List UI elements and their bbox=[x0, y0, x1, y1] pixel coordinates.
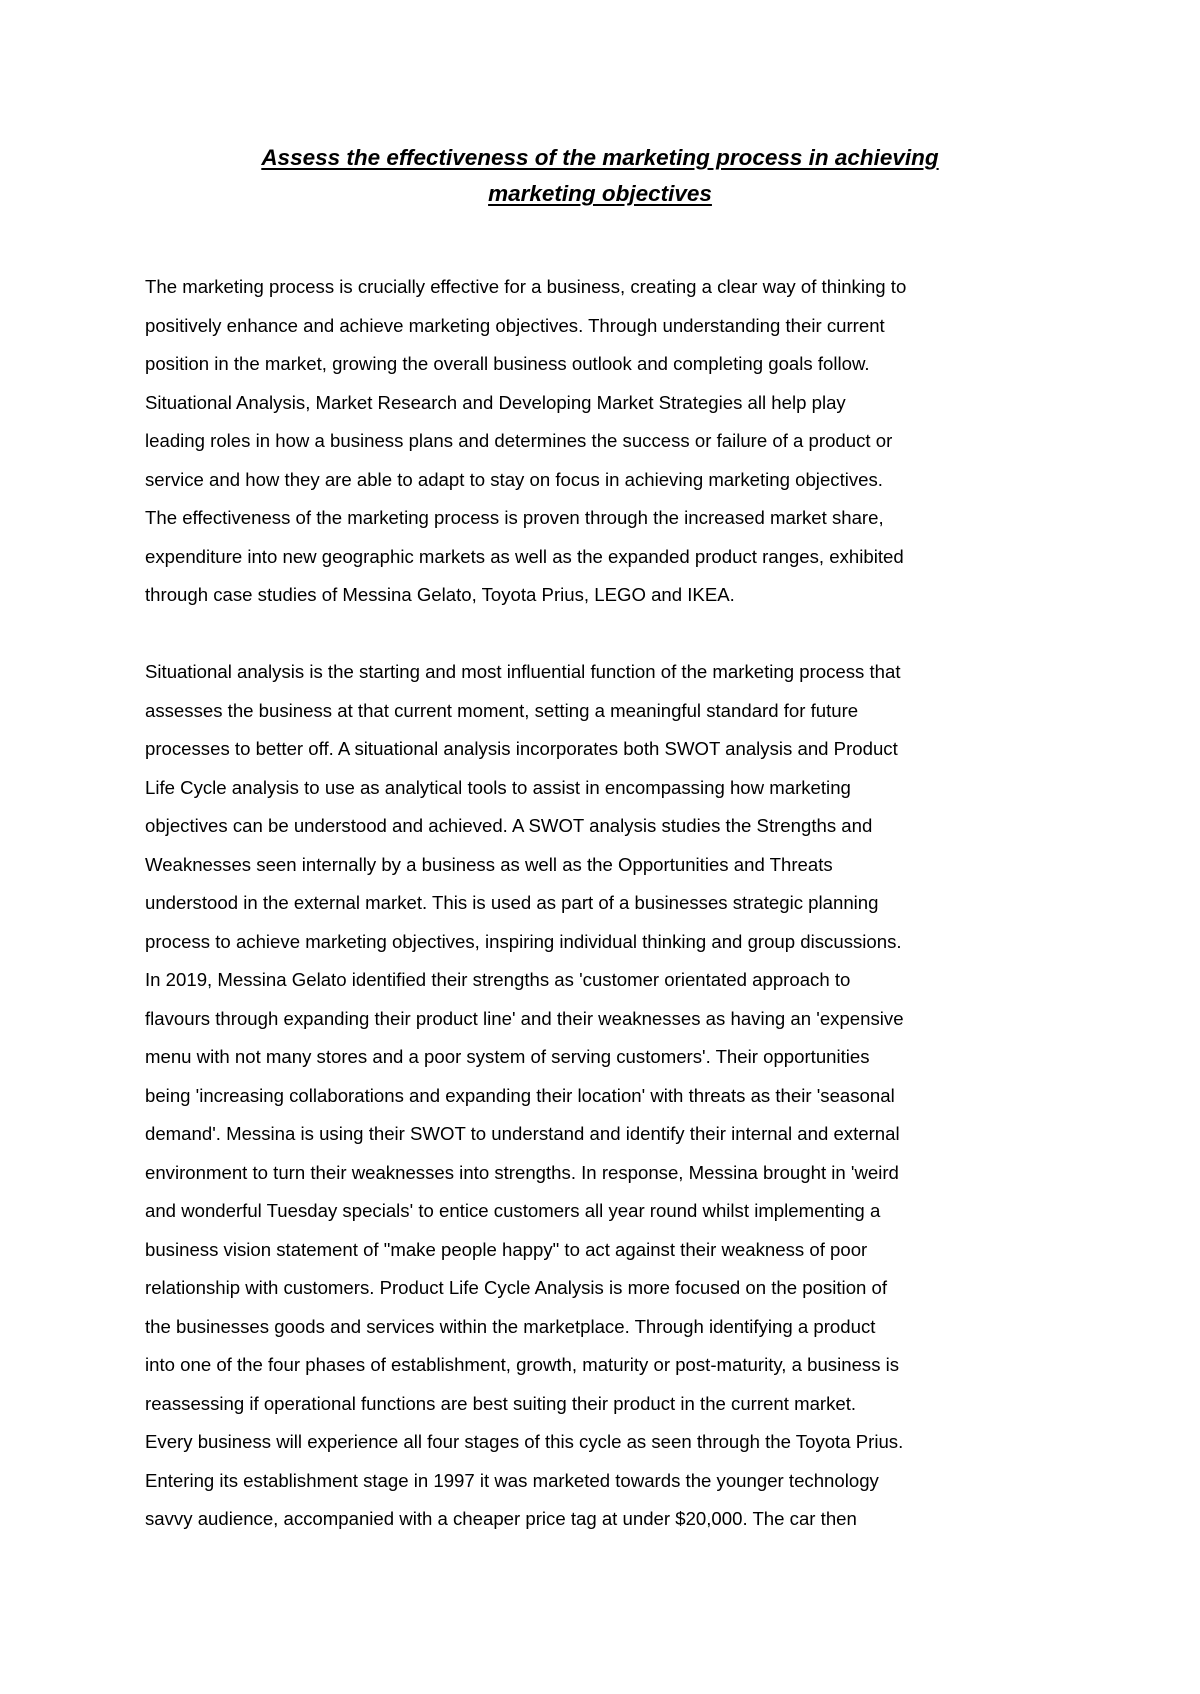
text-line: being 'increasing collaborations and expanding their location' with threats as their 'seasonal bbox=[145, 1084, 895, 1106]
text-line: and wonderful Tuesday specials' to entice customers all year round whilst implementing a bbox=[145, 1200, 881, 1221]
text-line: Situational Analysis, Market Research and Developing Market Strategies all help play bbox=[145, 391, 846, 413]
text-line: understood in the external market. This is used as part of a businesses strategic planning bbox=[145, 892, 879, 913]
text-line: through case studies of Messina Gelato, Toyota Prius, LEGO and IKEA. bbox=[145, 584, 735, 605]
text-line: process to achieve marketing objectives, inspiring individual thinking and group discussions. bbox=[145, 930, 902, 952]
title-line: marketing objectives bbox=[488, 181, 712, 206]
text-line: relationship with customers. Product Life Cycle Analysis is more focused on the position of bbox=[145, 1277, 888, 1298]
text-line: flavours through expanding their product line' and their weaknesses as having an 'expensive bbox=[145, 1007, 904, 1029]
text-line: into one of the four phases of establishment, growth, maturity or post-maturity, a business is bbox=[145, 1354, 900, 1375]
text-line: positively enhance and achieve marketing objectives. Through understanding their current bbox=[145, 314, 885, 336]
text-line: The effectiveness of the marketing process is proven through the increased market share, bbox=[145, 507, 884, 528]
text-line: service and how they are able to adapt to stay on focus in achieving marketing objectives. bbox=[145, 468, 883, 490]
text-line: assesses the business at that current moment, setting a meaningful standard for future bbox=[145, 699, 859, 721]
text-line: demand'. Messina is using their SWOT to understand and identify their internal and external bbox=[145, 1123, 900, 1144]
text-line: Every business will experience all four stages of this cycle as seen through the Toyota Prius. bbox=[145, 1431, 904, 1452]
text-line: expenditure into new geographic markets as well as the expanded product ranges, exhibited bbox=[145, 545, 904, 567]
text-line: The marketing process is crucially effective for a business, creating a clear way of thinking to bbox=[145, 276, 907, 297]
text-line: environment to turn their weaknesses into strengths. In response, Messina brought in 'weird bbox=[145, 1161, 899, 1183]
text-line: Situational analysis is the starting and most influential function of the marketing process that bbox=[145, 661, 901, 682]
text-line: the businesses goods and services within the marketplace. Through identifying a product bbox=[145, 1315, 876, 1337]
intro-paragraph bbox=[145, 268, 1075, 615]
text-line: reassessing if operational functions are best suiting their product in the current market. bbox=[145, 1392, 857, 1414]
text-line: Entering its establishment stage in 1997 it was marketed towards the younger technology bbox=[145, 1469, 879, 1491]
text-line: leading roles in how a business plans and determines the success or failure of a product or bbox=[145, 430, 893, 451]
text-line: Weaknesses seen internally by a business as well as the Opportunities and Threats bbox=[145, 853, 833, 875]
text-line: processes to better off. A situational analysis incorporates both SWOT analysis and Product bbox=[145, 738, 898, 759]
text-line: business vision statement of "make people happy" to act against their weakness of poor bbox=[145, 1238, 868, 1260]
text-line: savvy audience, accompanied with a cheaper price tag at under $20,000. The car then bbox=[145, 1508, 857, 1529]
title-line: Assess the effectiveness of the marketing process in achieving bbox=[261, 145, 939, 170]
text-line: Life Cycle analysis to use as analytical tools to assist in encompassing how marketing bbox=[145, 776, 851, 798]
text-line: In 2019, Messina Gelato identified their strengths as 'customer orientated approach to bbox=[145, 969, 851, 990]
text-line: menu with not many stores and a poor system of serving customers'. Their opportunities bbox=[145, 1046, 870, 1067]
document-title bbox=[145, 140, 1055, 212]
text-line: position in the market, growing the overall business outlook and completing goals follow. bbox=[145, 353, 870, 374]
situational-analysis-paragraph bbox=[145, 653, 1075, 1539]
text-line: objectives can be understood and achieved. A SWOT analysis studies the Strengths and bbox=[145, 815, 873, 836]
